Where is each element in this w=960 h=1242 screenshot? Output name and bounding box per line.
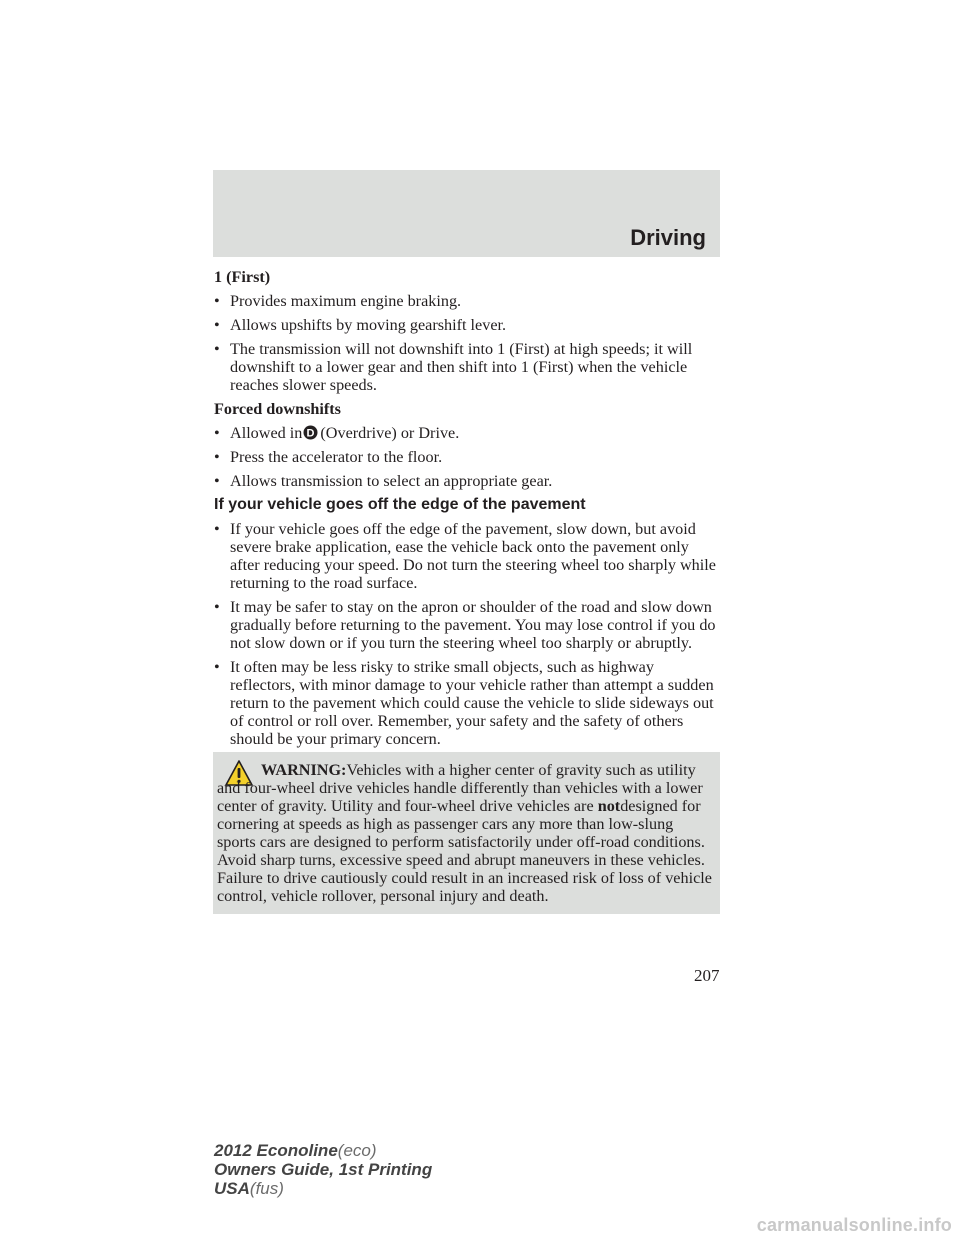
pavement-list: [214, 520, 720, 748]
list-item: • Provides maximum engine braking.: [214, 292, 462, 310]
chapter-title: Driving: [630, 225, 706, 250]
overdrive-d-icon: [303, 425, 318, 440]
svg-text:D: D: [306, 427, 315, 440]
footer-line-3: USA(fus): [214, 1179, 284, 1198]
forced-downshifts-heading: Forced downshifts: [214, 400, 341, 418]
list-item: • Allows upshifts by moving gearshift lever.: [214, 316, 507, 334]
warning-label: WARNING:: [261, 761, 347, 779]
list-item: • Press the accelerator to the floor.: [214, 448, 443, 466]
forced-downshifts-list: [214, 424, 720, 490]
page-number: 207: [694, 966, 720, 985]
chapter-header-band: [213, 170, 720, 257]
watermark: carmanualsonline.info: [756, 1215, 952, 1235]
document-footer: [214, 1141, 432, 1198]
page-content: [214, 268, 720, 754]
list-item: • Allows transmission to select an appropriate gear.: [214, 472, 553, 490]
list-item: • The transmission will not downshift into 1 (First) at high speeds; it will downshift to a lower gear and then shift into 1 (First) when the vehicle reaches slower speeds.: [214, 340, 693, 394]
warning-text: WARNING:Vehicles with a higher center of gravity such as utility and four-wheel drive vehicles handle differently than vehicles with a lower center of gravity. Utility and four-wheel drive vehicles are notdesigned for cornering at speeds as high as passenger cars any more than low-slung sports cars are designed to perform satisfactorily under off-road conditions. Avoid sharp turns, excessive speed and abrupt maneuvers in these vehicles. Failure to drive cautiously could result in an increased risk of loss of vehicle control, vehicle rollover, personal injury and death.: [217, 761, 712, 905]
list-item: • It often may be less risky to strike small objects, such as highway reflectors, with minor damage to your vehicle rather than attempt a sudden return to the pavement which could cause the vehicle to slide sideways out of control or roll over. Remember, your safety and the safety of others should be your primary concern.: [214, 658, 714, 748]
first-gear-heading: 1 (First): [214, 268, 271, 286]
warning-emphasis: not: [597, 797, 621, 815]
list-item: • It may be safer to stay on the apron or shoulder of the road and slow down gradually before returning to the pavement. You may lose control if you do not slow down or if you turn the steering wheel too sharply or abruptly.: [214, 598, 716, 652]
first-gear-list: [214, 292, 720, 394]
footer-line-2: Owners Guide, 1st Printing: [214, 1160, 433, 1179]
list-item: • Allowed in D (Overdrive) or Drive.: [214, 424, 460, 442]
warning-box: [213, 752, 720, 914]
pavement-heading: If your vehicle goes off the edge of the pavement: [214, 496, 586, 513]
list-item: • If your vehicle goes off the edge of the pavement, slow down, but avoid severe brake application, ease the vehicle back onto the pavement only after reducing your speed. Do not turn the steering wheel too sharply while returning to the road surface.: [214, 520, 716, 592]
footer-line-1: 2012 Econoline(eco): [214, 1141, 377, 1160]
